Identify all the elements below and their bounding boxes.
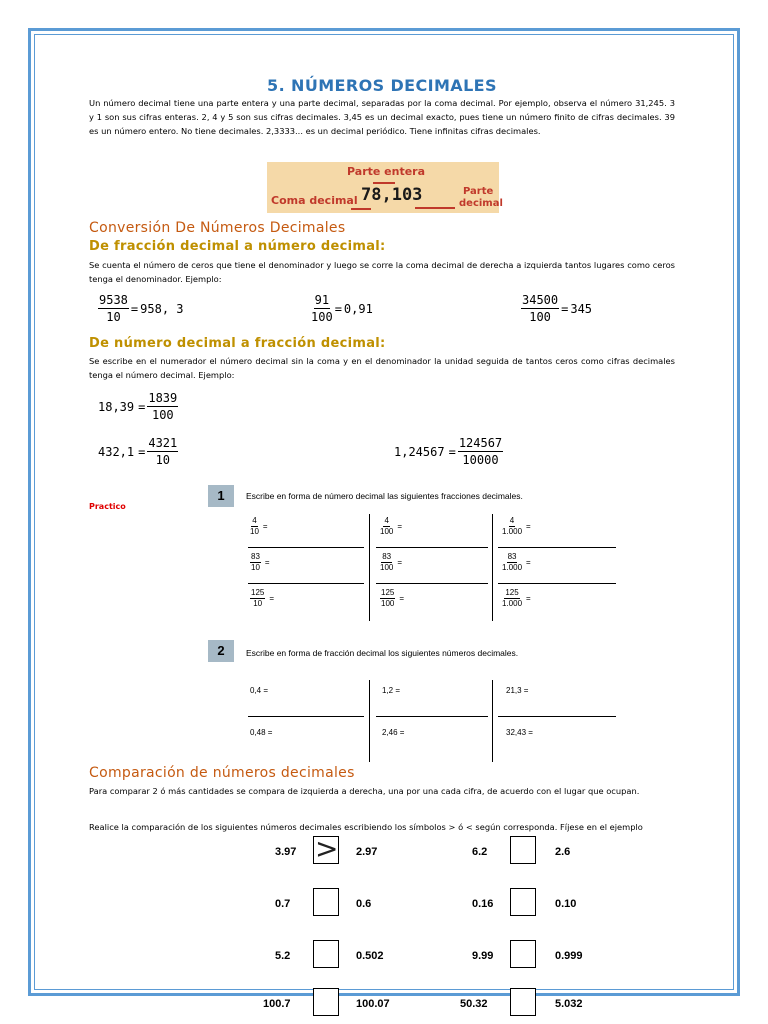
compare-answer-box[interactable] [510, 836, 536, 864]
equals-sign: = [269, 593, 275, 603]
numerator: 1839 [148, 391, 178, 405]
comparison-heading: Comparación de números decimales [89, 765, 355, 781]
equals-sign: = [526, 557, 531, 567]
numerator: 4 [384, 516, 389, 525]
ex1-fraction-cell [502, 588, 531, 608]
equals-sign: = [334, 301, 342, 316]
parte-decimal-marker [415, 207, 455, 209]
fraction [380, 588, 395, 608]
result: 958, 3 [140, 301, 184, 316]
compare-value-right: 0.10 [555, 898, 577, 910]
fraction-to-decimal-heading: De fracción decimal a número decimal: [89, 239, 386, 254]
answer-line [376, 547, 488, 548]
coma-decimal-arrow [351, 208, 371, 210]
numerator: 125 [381, 588, 395, 597]
answer-line [498, 583, 616, 584]
denominator: 100 [151, 408, 174, 422]
exercise-1-number: 1 [208, 485, 234, 507]
numerator: 125 [505, 588, 519, 597]
denominator: 100 [311, 310, 333, 324]
numerator: 9538 [99, 293, 128, 307]
ex1-fraction-cell [250, 588, 274, 608]
numerator: 34500 [522, 293, 559, 307]
compare-answer-box[interactable] [313, 888, 339, 916]
equals-sign: = [138, 444, 146, 459]
answer-line [248, 716, 364, 717]
denominator: 10000 [462, 453, 499, 467]
example-decimal-number: 78,103 [361, 185, 423, 205]
ex2-cell: 1,2 = [382, 686, 401, 695]
compare-value-left: 5.2 [275, 950, 291, 962]
denominator: 100 [380, 527, 394, 536]
fraction [502, 516, 522, 536]
decimal-to-fraction-heading: De número decimal a fracción decimal: [89, 336, 386, 351]
equals-sign: = [561, 301, 569, 316]
compare-value-left: 0.7 [275, 898, 291, 910]
decimal-value: 1,24567 [394, 444, 445, 459]
ex2-cell: 0,48 = [250, 728, 273, 737]
denominator: 10 [253, 599, 263, 608]
example-decimal-3 [394, 436, 503, 467]
numerator: 4321 [148, 436, 178, 450]
fraction [250, 516, 259, 536]
comparison-text-2: Realice la comparación de los siguientes números decimales escribiendo los símbolos > ó < según corresponda. Fíjese en el ejemplo [89, 822, 643, 832]
parte-entera-marker [373, 182, 395, 184]
equals-sign: = [399, 593, 405, 603]
denominator: 1.000 [502, 599, 523, 608]
answer-line [376, 583, 488, 584]
example-fraction-2 [311, 293, 373, 324]
compare-value-right: 0.502 [356, 950, 384, 962]
answer-line [376, 716, 488, 717]
compare-value-left: 6.2 [472, 846, 488, 858]
compare-answer-box[interactable] [313, 988, 339, 1016]
intro-paragraph: Un número decimal tiene una parte entera y una parte decimal, separadas por la coma decimal. Por ejemplo, observa el número 31,245. 3 y 1 son sus cifras enteras. 2, 4 y 5 son sus cifras decimales. 3,45 es un decimal exacto, pues tiene un número finito de cifras decimales. 39 es un número entero. No tiene decimales. 2,3333... es un decimal periódico. Tiene infinitas cifras decimales. [89, 98, 675, 136]
fraction-to-decimal-text: Se cuenta el número de ceros que tiene el denominador y luego se corre la coma decimal de derecha a izquierda tantos lugares como ceros tenga el denominador. Ejemplo: [89, 260, 675, 284]
fraction [502, 552, 522, 572]
page-title: 5. NÚMEROS DECIMALES [267, 76, 497, 95]
ex1-fraction-cell [380, 588, 404, 608]
compare-answer-box[interactable] [510, 940, 536, 968]
fraction [502, 588, 522, 608]
compare-answer-box[interactable] [313, 832, 339, 865]
fraction [380, 552, 393, 572]
answer-line [498, 716, 616, 717]
ex1-fraction-cell [502, 516, 531, 536]
result: 345 [570, 301, 593, 316]
decimal-parts-illustration [267, 162, 503, 213]
compare-answer-box[interactable] [313, 940, 339, 968]
equals-sign: = [138, 399, 146, 414]
compare-symbol: > [315, 832, 339, 865]
denominator: 10 [251, 563, 260, 572]
denominator: 100 [529, 310, 551, 324]
grid-divider [369, 680, 370, 762]
ex1-fraction-cell [380, 552, 402, 572]
compare-value-left: 100.7 [263, 998, 291, 1010]
denominator: 1.000 [502, 527, 523, 536]
fraction [380, 516, 393, 536]
ex1-fraction-cell [250, 552, 270, 572]
equals-sign: = [526, 521, 531, 531]
answer-line [248, 583, 364, 584]
equals-sign: = [397, 521, 403, 531]
compare-value-left: 0.16 [472, 898, 494, 910]
numerator: 125 [251, 588, 265, 597]
equals-sign: = [448, 444, 456, 459]
comparison-text-1: Para comparar 2 ó más cantidades se compara de izquierda a derecha, una por una cada cifra, de acuerdo con el lugar que ocupan. [89, 786, 640, 796]
fraction [250, 588, 265, 608]
denominator: 10 [155, 453, 171, 467]
example-fraction-1 [98, 293, 184, 324]
compare-value-right: 5.032 [555, 998, 583, 1010]
exercise-2-instruction: Escribe en forma de fracción decimal los siguientes números decimales. [246, 648, 519, 658]
numerator: 91 [314, 293, 330, 307]
exercise-2-number: 2 [208, 640, 234, 662]
grid-divider [369, 514, 370, 621]
ex2-cell: 2,46 = [382, 728, 405, 737]
equals-sign: = [130, 301, 139, 316]
compare-value-right: 2.6 [555, 846, 571, 858]
practico-label: Practico [89, 502, 126, 511]
example-decimal-2 [98, 436, 178, 467]
fraction [250, 552, 261, 572]
compare-value-left: 9.99 [472, 950, 494, 962]
result: 0,91 [343, 301, 373, 316]
answer-line [498, 547, 616, 548]
ex2-cell: 32,43 = [506, 728, 533, 737]
numerator: 83 [251, 552, 260, 561]
compare-value-right: 0.6 [356, 898, 372, 910]
decimal-to-fraction-text: Se escribe en el numerador el número decimal sin la coma y en el denominador la unidad seguida de tantos ceros como cifras decimales tenga el número decimal. Ejemplo: [89, 356, 675, 380]
compare-answer-box[interactable] [510, 888, 536, 916]
grid-divider [492, 680, 493, 762]
equals-sign: = [264, 557, 270, 567]
denominator: 10 [250, 527, 259, 536]
conversion-heading: Conversión De Números Decimales [89, 220, 346, 236]
example-fraction-3 [521, 293, 592, 324]
ex2-cell: 0,4 = [250, 686, 269, 695]
parte-entera-label: Parte entera [347, 165, 426, 178]
numerator: 4 [509, 516, 515, 525]
compare-value-right: 100.07 [356, 998, 390, 1010]
equals-sign: = [397, 557, 403, 567]
ex2-cell: 21,3 = [506, 686, 529, 695]
numerator: 124567 [458, 436, 503, 450]
denominator: 100 [381, 599, 395, 608]
numerator: 83 [382, 552, 392, 561]
compare-value-right: 2.97 [356, 846, 378, 858]
answer-line [248, 547, 364, 548]
compare-value-right: 0.999 [555, 950, 583, 962]
example-decimal-1 [98, 391, 178, 422]
coma-decimal-label: Coma decimal [271, 194, 358, 207]
ex1-fraction-cell [380, 516, 402, 536]
grid-divider [492, 514, 493, 621]
compare-answer-box[interactable] [510, 988, 536, 1016]
parte-label: Parte [463, 186, 494, 197]
decimal-label: decimal [459, 198, 503, 209]
decimal-value: 18,39 [98, 399, 135, 414]
numerator: 4 [252, 516, 257, 525]
denominator: 100 [380, 563, 394, 572]
numerator: 83 [507, 552, 517, 561]
compare-value-left: 3.97 [275, 846, 297, 858]
compare-value-left: 50.32 [460, 998, 488, 1010]
denominator: 10 [106, 310, 121, 324]
equals-sign: = [526, 593, 531, 603]
decimal-value: 432,1 [98, 444, 135, 459]
ex1-fraction-cell [250, 516, 268, 536]
denominator: 1.000 [502, 563, 523, 572]
ex1-fraction-cell [502, 552, 531, 572]
equals-sign: = [262, 521, 268, 531]
exercise-1-instruction: Escribe en forma de número decimal las siguientes fracciones decimales. [246, 491, 523, 501]
